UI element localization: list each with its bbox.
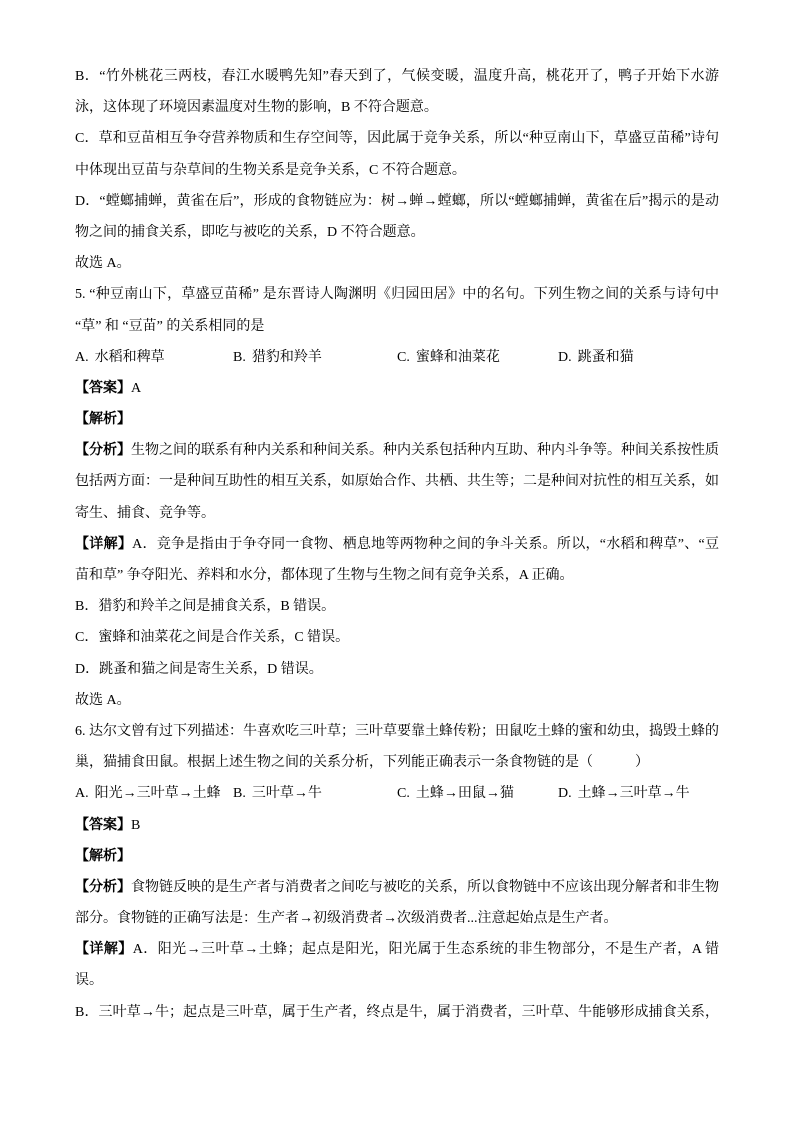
analysis-text: 食物链反映的是生产者与消费者之间吃与被吃的关系，所以食物链中不应该出现分解者和非生物 <box>131 879 719 895</box>
q5-detail-option-c: C．蜜蜂和油菜花之间是合作关系，C 错误。 <box>75 630 350 646</box>
q5-detail-line-1 <box>75 529 719 560</box>
q6-detail-line-2: 误。 <box>75 973 103 989</box>
q5-conclusion: 故选 A。 <box>75 692 131 708</box>
answer-value: B <box>131 817 141 833</box>
q6-option-a <box>75 778 233 809</box>
option-text: 三叶草→牛 <box>251 786 322 802</box>
answer-value: A <box>131 380 142 396</box>
q6-analysis-line-1 <box>75 872 719 903</box>
q6-explanation-heading: 【解析】 <box>75 848 131 864</box>
detail-tag: 【详解】 <box>75 536 133 552</box>
q6-option-c <box>397 778 558 809</box>
q6-answer <box>75 810 719 841</box>
q6-options <box>75 778 719 809</box>
q5-analysis-line-2: 包括两方面：一是种间互助性的相互关系，如原始合作、共栖、共生等；二是种间对抗性的相互关系，如 <box>75 474 719 490</box>
q6-analysis-line-2: 部分。食物链的正确写法是：生产者→初级消费者→次级消费者...注意起始点是生产者。 <box>75 911 618 927</box>
q6-option-b <box>233 778 397 809</box>
option-label: B. <box>233 349 246 365</box>
option-label: C. <box>397 786 410 802</box>
q5-analysis-line-3: 寄生、捕食、竞争等。 <box>75 505 215 521</box>
q6-stem-line-1: 6. 达尔文曾有过下列描述：牛喜欢吃三叶草；三叶草要靠土蜂传粉；田鼠吃土蜂的蜜和幼虫，捣毁土蜂的 <box>75 723 719 739</box>
option-text: 土蜂→田鼠→猫 <box>415 786 514 802</box>
detail-text: A．阳光→三叶草→土蜂；起点是阳光，阳光属于生态系统的非生物部分，不是生产者，A 错 <box>132 942 719 958</box>
detail-text: A．竞争是指由于争夺同一食物、栖息地等两物种之间的争斗关系。所以，“水稻和稗草”、“豆 <box>132 536 720 552</box>
q5-detail-option-b: B．猎豹和羚羊之间是捕食关系，B 错误。 <box>75 599 336 615</box>
option-label: A. <box>75 786 89 802</box>
q5-option-c <box>397 342 558 373</box>
analysis-tag: 【分析】 <box>75 879 131 895</box>
q4-option-b-line-2: 泳，这体现了环境因素温度对生物的影响，B 不符合题意。 <box>75 100 438 116</box>
q6-stem-line-2: 巢，猫捕食田鼠。根据上述生物之间的关系分析，下列能正确表示一条食物链的是（ ） <box>75 755 649 771</box>
option-label: D. <box>558 349 572 365</box>
q5-option-d <box>558 342 719 373</box>
q5-stem-line-2: “草” 和 “豆苗” 的关系相同的是 <box>75 318 265 334</box>
analysis-text: 生物之间的联系有种内关系和种间关系。种内关系包括种内互助、种内斗争等。种间关系按性质 <box>131 443 719 459</box>
q5-stem-line-1: 5. “种豆南山下，草盛豆苗稀” 是东晋诗人陶渊明《归园田居》中的名句。下列生物之间的关系与诗句中 <box>75 287 719 303</box>
q4-option-c-line-2: 中体现出豆苗与杂草间的生物关系是竞争关系，C 不符合题意。 <box>75 162 466 178</box>
option-label: A. <box>75 349 89 365</box>
q5-option-b <box>233 342 397 373</box>
option-text: 跳蚤和猫 <box>577 349 634 365</box>
q6-detail-line-1 <box>75 934 719 965</box>
analysis-tag: 【分析】 <box>75 443 131 459</box>
q4-option-b-line-1: B．“竹外桃花三两枝，春江水暖鸭先知”春天到了，气候变暖，温度升高，桃花开了，鸭子开始下水游 <box>75 69 719 84</box>
q5-analysis-line-1 <box>75 435 719 466</box>
option-text: 水稻和稗草 <box>94 349 165 365</box>
q5-option-a <box>75 342 233 373</box>
detail-tag: 【详解】 <box>75 942 133 958</box>
q4-option-c-line-1: C．草和豆苗相互争夺营养物质和生存空间等，因此属于竞争关系，所以“种豆南山下，草盛豆苗稀”诗句 <box>75 131 719 147</box>
question-4-tail <box>75 61 794 279</box>
q6-option-d <box>558 778 719 809</box>
q4-conclusion: 故选 A。 <box>75 256 131 272</box>
q5-detail-option-d: D．跳蚤和猫之间是寄生关系，D 错误。 <box>75 661 323 677</box>
q4-option-d-line-1: D．“螳螂捕蝉，黄雀在后”，形成的食物链应为：树→蝉→螳螂，所以“螳螂捕蝉，黄雀在后”揭示的是动 <box>75 193 719 209</box>
q5-explanation-heading: 【解析】 <box>75 412 131 428</box>
q5-options <box>75 342 719 373</box>
option-text: 阳光→三叶草→土蜂 <box>94 786 221 802</box>
option-text: 蜜蜂和油菜花 <box>415 349 500 365</box>
question-5 <box>75 279 794 716</box>
option-text: 猎豹和羚羊 <box>251 349 322 365</box>
option-label: C. <box>397 349 410 365</box>
q4-option-d-line-2: 物之间的捕食关系，即吃与被吃的关系，D 不符合题意。 <box>75 224 425 240</box>
q6-detail-option-b: B．三叶草→牛；起点是三叶草，属于生产者，终点是牛，属于消费者，三叶草、牛能够形成捕食关系， <box>75 1004 719 1020</box>
answer-tag: 【答案】 <box>75 380 131 396</box>
answer-tag: 【答案】 <box>75 817 131 833</box>
q5-detail-line-2: 苗和草” 争夺阳光、养料和水分，都体现了生物与生物之间有竞争关系，A 正确。 <box>75 568 574 583</box>
option-label: D. <box>558 786 572 802</box>
q5-answer <box>75 373 719 404</box>
option-text: 土蜂→三叶草→牛 <box>577 786 690 802</box>
option-label: B. <box>233 786 246 802</box>
question-6 <box>75 716 794 1028</box>
